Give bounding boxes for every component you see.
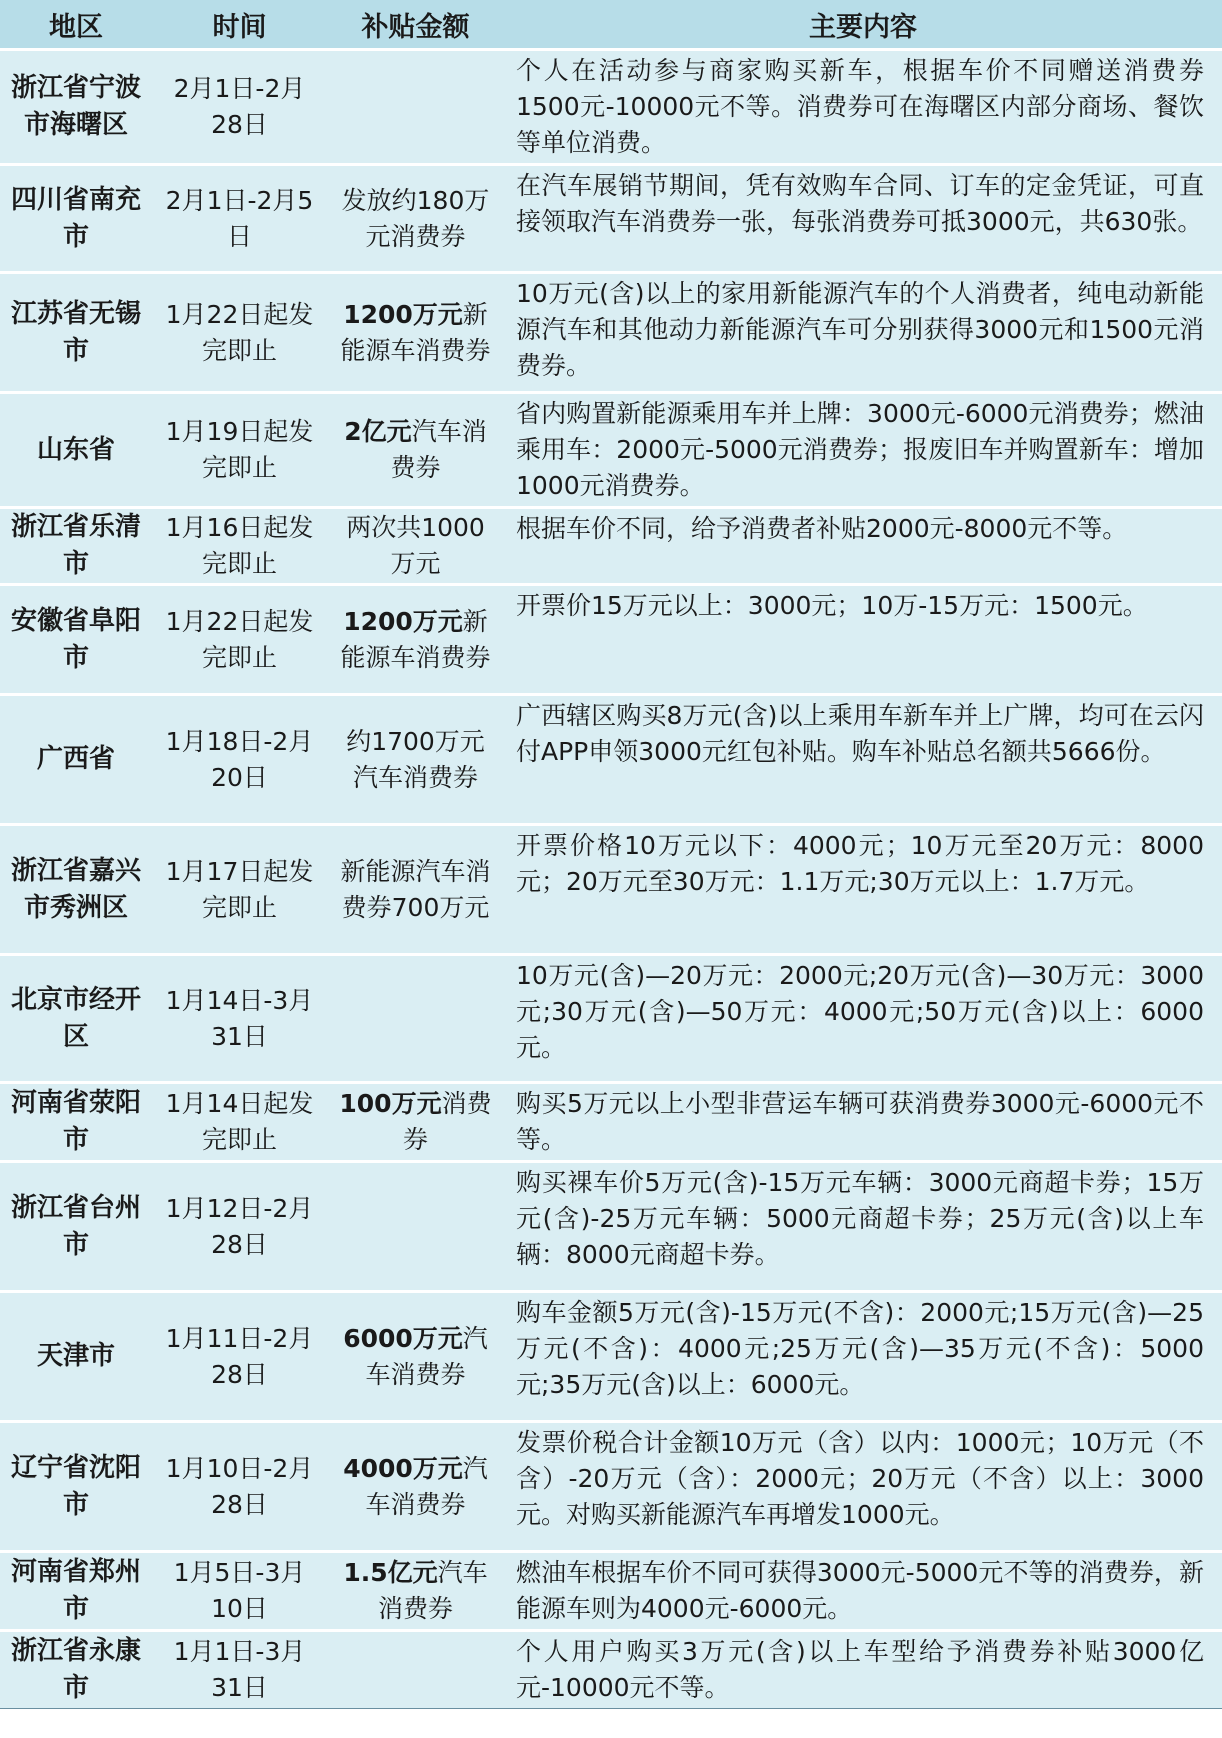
content-cell: 根据车价不同，给予消费者补贴2000元-8000元不等。 [504, 508, 1222, 585]
region-cell: 河南省荥阳市 [0, 1083, 152, 1162]
content-cell: 在汽车展销节期间，凭有效购车合同、订车的定金凭证，可直接领取汽车消费券一张，每张消费券可抵3000元，共630张。 [504, 165, 1222, 273]
table-row [0, 1162, 1222, 1292]
amount-text: 汽车消费券 [377, 1558, 488, 1623]
amount-text: 两次共1000万元 [346, 513, 485, 578]
header-row [0, 0, 1222, 50]
time-cell: 1月18日-2月20日 [152, 695, 327, 825]
amount-bold: 1200万元 [343, 299, 463, 329]
time-cell: 2月1日-2月28日 [152, 50, 327, 165]
table-row [0, 1631, 1222, 1709]
table-row [0, 825, 1222, 955]
amount-text: 新能源汽车消费券700万元 [340, 856, 491, 922]
time-cell: 2月1日-2月5日 [152, 165, 327, 273]
region-cell: 广西省 [0, 695, 152, 825]
amount-bold: 100万元 [339, 1089, 442, 1118]
content-cell: 燃油车根据车价不同可获得3000元-5000元不等的消费券，新能源车则为4000元-6000元。 [504, 1552, 1222, 1631]
time-cell: 1月22日起发完即止 [152, 273, 327, 393]
amount-text: 新能源车消费券 [340, 299, 491, 365]
region-cell: 辽宁省沈阳市 [0, 1422, 152, 1552]
amount-cell [327, 1292, 504, 1422]
region-cell: 浙江省台州市 [0, 1162, 152, 1292]
region-cell: 河南省郑州市 [0, 1552, 152, 1631]
amount-bold: 1200万元 [343, 606, 463, 636]
region-cell: 江苏省无锡市 [0, 273, 152, 393]
content-cell: 个人在活动参与商家购买新车，根据车价不同赠送消费券1500元-10000元不等。消费券可在海曙区内部分商场、餐饮等单位消费。 [504, 50, 1222, 165]
time-cell: 1月11日-2月28日 [152, 1292, 327, 1422]
amount-cell [327, 1422, 504, 1552]
content-cell: 省内购置新能源乘用车并上牌：3000元-6000元消费券；燃油乘用车：2000元-5000元消费券；报废旧车并购置新车：增加1000元消费券。 [504, 393, 1222, 508]
header-amount: 补贴金额 [327, 0, 504, 50]
content-cell: 10万元(含)—20万元：2000元;20万元(含)—30万元：3000元;30万元(含)—50万元：4000元;50万元(含)以上：6000元。 [504, 955, 1222, 1083]
amount-cell [327, 1552, 504, 1631]
table-row [0, 165, 1222, 273]
amount-text: 新能源车消费券 [340, 606, 491, 672]
region-cell: 浙江省宁波市海曙区 [0, 50, 152, 165]
amount-text: 约1700万元汽车消费券 [346, 726, 485, 792]
amount-cell [327, 50, 504, 165]
table-row [0, 273, 1222, 393]
amount-cell [327, 1162, 504, 1292]
time-cell: 1月5日-3月10日 [152, 1552, 327, 1631]
header-region: 地区 [0, 0, 152, 50]
region-cell: 山东省 [0, 393, 152, 508]
amount-bold: 6000万元 [343, 1323, 463, 1353]
table-row [0, 50, 1222, 165]
amount-text: 汽车消费券 [390, 417, 487, 482]
amount-cell [327, 393, 504, 508]
table-row [0, 1552, 1222, 1631]
table-row [0, 1083, 1222, 1162]
time-cell: 1月1日-3月31日 [152, 1631, 327, 1709]
content-cell: 个人用户购买3万元(含)以上车型给予消费券补贴3000亿元-10000元不等。 [504, 1631, 1222, 1709]
table-row [0, 393, 1222, 508]
region-cell: 浙江省嘉兴市秀洲区 [0, 825, 152, 955]
region-cell: 天津市 [0, 1292, 152, 1422]
amount-text: 汽车消费券 [365, 1453, 488, 1519]
content-cell: 购买裸车价5万元(含)-15万元车辆：3000元商超卡券；15万元(含)-25万元车辆：5000元商超卡券；25万元(含)以上车辆：8000元商超卡券。 [504, 1162, 1222, 1292]
content-cell: 购买5万元以上小型非营运车辆可获消费券3000元-6000元不等。 [504, 1083, 1222, 1162]
table-row [0, 508, 1222, 585]
time-cell: 1月19日起发完即止 [152, 393, 327, 508]
content-cell: 开票价格10万元以下：4000元；10万元至20万元：8000元；20万元至30万元：1.1万元;30万元以上：1.7万元。 [504, 825, 1222, 955]
time-cell: 1月14日-3月31日 [152, 955, 327, 1083]
amount-cell [327, 1083, 504, 1162]
time-cell: 1月14日起发完即止 [152, 1083, 327, 1162]
amount-cell [327, 825, 504, 955]
region-cell: 浙江省乐清市 [0, 508, 152, 585]
content-cell: 购车金额5万元(含)-15万元(不含)：2000元;15万元(含)—25万元(不含)：4000元;25万元(含)—35万元(不含)：5000元;35万元(含)以上：6000元。 [504, 1292, 1222, 1422]
region-cell: 安徽省阜阳市 [0, 585, 152, 695]
content-cell: 广西辖区购买8万元(含)以上乘用车新车并上广牌，均可在云闪付APP申领3000元红包补贴。购车补贴总名额共5666份。 [504, 695, 1222, 825]
table-row [0, 955, 1222, 1083]
amount-bold: 2亿元 [344, 417, 412, 446]
header-content: 主要内容 [504, 0, 1222, 50]
region-cell: 北京市经开区 [0, 955, 152, 1083]
table-row [0, 1422, 1222, 1552]
amount-text: 汽车消费券 [365, 1323, 488, 1389]
content-cell: 10万元(含)以上的家用新能源汽车的个人消费者，纯电动新能源汽车和其他动力新能源汽车可分别获得3000元和1500元消费券。 [504, 273, 1222, 393]
amount-cell [327, 273, 504, 393]
amount-cell [327, 1631, 504, 1709]
content-cell: 开票价15万元以上：3000元；10万-15万元：1500元。 [504, 585, 1222, 695]
time-cell: 1月22日起发完即止 [152, 585, 327, 695]
amount-cell [327, 508, 504, 585]
amount-bold: 4000万元 [343, 1453, 463, 1483]
amount-cell [327, 955, 504, 1083]
amount-cell [327, 695, 504, 825]
amount-cell [327, 585, 504, 695]
region-cell: 四川省南充市 [0, 165, 152, 273]
time-cell: 1月17日起发完即止 [152, 825, 327, 955]
table-row [0, 585, 1222, 695]
table-row [0, 695, 1222, 825]
amount-cell [327, 165, 504, 273]
region-cell: 浙江省永康市 [0, 1631, 152, 1709]
content-cell: 发票价税合计金额10万元（含）以内：1000元；10万元（不含）-20万元（含）：2000元；20万元（不含）以上：3000元。对购买新能源汽车再增发1000元。 [504, 1422, 1222, 1552]
time-cell: 1月16日起发完即止 [152, 508, 327, 585]
amount-bold: 1.5亿元 [343, 1558, 438, 1587]
header-time: 时间 [152, 0, 327, 50]
time-cell: 1月10日-2月28日 [152, 1422, 327, 1552]
table-row [0, 1292, 1222, 1422]
amount-text: 消费券 [402, 1089, 492, 1154]
time-cell: 1月12日-2月28日 [152, 1162, 327, 1292]
amount-text: 发放约180万元消费券 [341, 185, 490, 251]
